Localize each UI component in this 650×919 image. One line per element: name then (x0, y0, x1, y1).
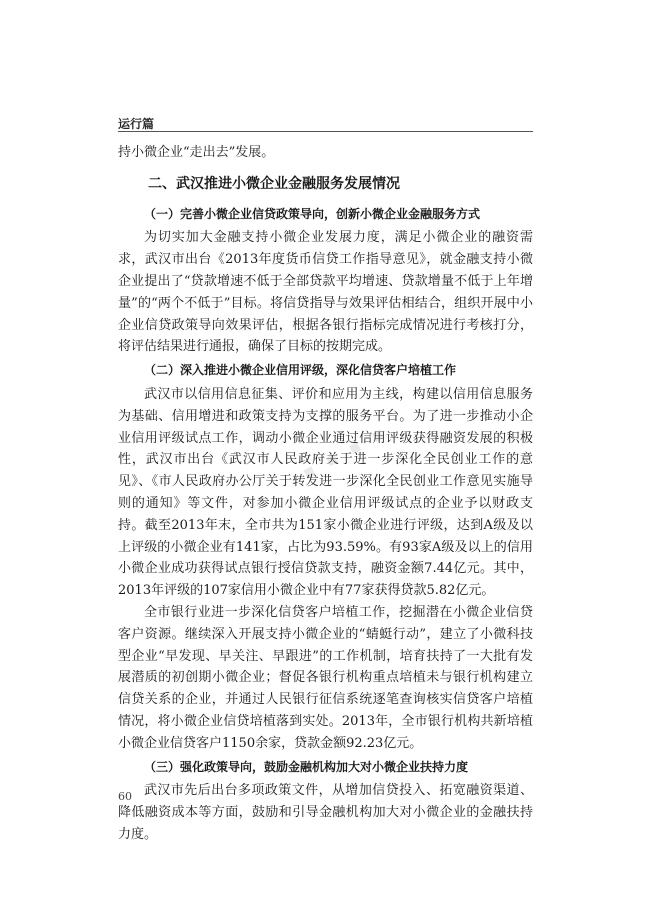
paragraph: 为切实加大金融支持小微企业发展力度，满足小微企业的融资需求，武汉市出台《2013年度货币信贷工作指导意见》，就金融支持小微企业提出了“贷款增速不低于全部贷款平均增速、贷款增量不低于上年增量”的“两个不低于”目标。将信贷指导与效果评估相结合，组织开展中小企业信贷政策导向效果评估，根据各银行指标完成情况进行考核打分，将评估结果进行通报，确保了目标的按期完成。 (118, 230, 533, 355)
paragraph: 武汉市先后出台多项政策文件，从增加信贷投入、拓宽融资渠道、降低融资成本等方面，鼓励和引导金融机构加大对小微企业的金融扶持力度。 (118, 783, 533, 842)
page-number: 60 (118, 790, 132, 803)
subsection-title-2: （二）深入推进小微企业信用评级，深化信贷客户培植工作 (144, 363, 457, 378)
running-head: 运行篇 (118, 117, 155, 131)
section-title: 二、武汉推进小微企业金融服务发展情况 (148, 175, 400, 192)
subsection-title-1: （一）完善小微企业信贷政策导向，创新小微企业金融服务方式 (144, 206, 481, 221)
body-content (118, 142, 533, 846)
watermark: ▪ ▪ ▪ ▪ (298, 421, 392, 484)
header-rule (118, 131, 533, 132)
intro-line: 持小微企业“走出去”发展。 (118, 145, 275, 160)
paragraph: 武汉市以信用信息征集、评价和应用为主线，构建以信用信息服务为基础、信用增进和政策支持为支撑的服务平台。为了进一步推动小企业信用评级试点工作，调动小微企业通过信用评级获得融资发展的积极性，武汉市出台《武汉市人民政府关于进一步深化全民创业工作的意见》、《市人民政府办公厅关于转发进一步深化全民创业工作意见实施导则的通知》等文件，对参加小微企业信用评级试点的企业予以财政支持。截至2013年末，全市共为151家小微企业进行评级，达到A级及以上评级的小微企业有141家，占比为93.59%。有93家A级及以上的信用小微企业成功获得试点银行授信贷款支持，融资金额7.44亿元。其中，2013年评级的107家信用小微企业中有77家获得贷款5.82亿元。 (118, 386, 533, 599)
paragraph: 全市银行业进一步深化信贷客户培植工作，挖掘潜在小微企业信贷客户资源。继续深入开展支持小微企业的“蜻蜓行动”，建立了小微科技型企业“早发现、早关注、早跟进”的工作机制，培育扶持了一大批有发展潜质的初创期小微企业；督促各银行机构重点培植未与银行机构建立信贷关系的企业，并通过人民银行征信系统逐笔查询核实信贷客户培植情况，将小微企业信贷培植落到实处。2013年，全市银行机构共新培植小微企业信贷客户1150余家，贷款金额92.23亿元。 (118, 604, 533, 751)
subsection-title-3: （三）强化政策导向，鼓励金融机构加大对小微企业扶持力度 (144, 759, 469, 774)
